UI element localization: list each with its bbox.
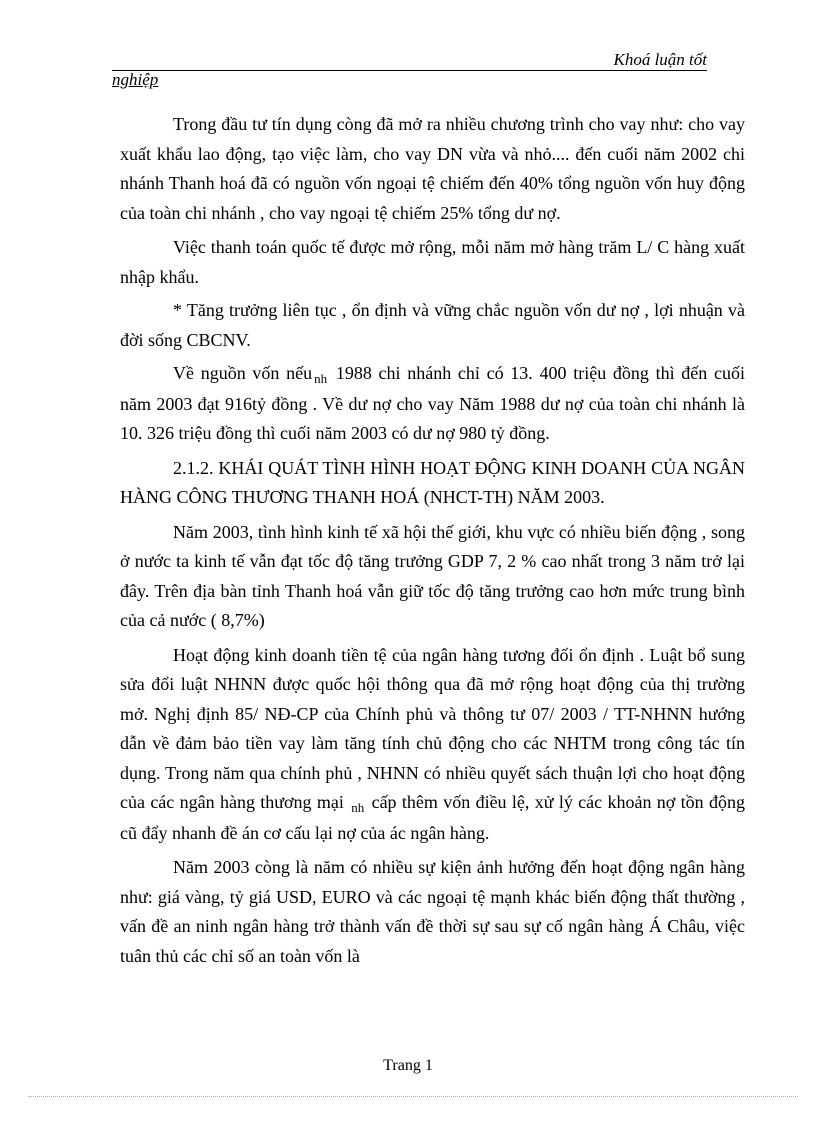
- page-number: Trang 1: [383, 1057, 433, 1074]
- paragraph-events-2003: Năm 2003 còng là năm có nhiều sự kiện ảnh hưởng đến hoạt động ngân hàng như: giá vàng, tỷ giá USD, EURO và các ngoại tệ mạnh khác biến động thất thường , vấn đề an ninh ngân hàng trở thành vấn đề thời sự sau sự cố ngân hàng Á Châu, việc tuân thủ các chỉ số an toàn vốn là: [120, 857, 745, 966]
- subscript-text: nh: [351, 800, 365, 815]
- paragraph-growth: * Tăng trưởng liên tục , ổn định và vững chắc nguồn vốn dư nợ , lợi nhuận và đời sống CBCNV.: [120, 300, 745, 350]
- header-title: Khoá luận tốt: [613, 50, 707, 69]
- section-heading: 2.1.2. KHÁI QUÁT TÌNH HÌNH HOẠT ĐỘNG KINH DOANH CỦA NGÂN HÀNG CÔNG THƯƠNG THANH HOÁ (NHCT-TH) NĂM 2003.: [120, 457, 745, 507]
- paragraph-economy-2003: Năm 2003, tình hình kinh tế xã hội thế giới, khu vực có nhiều biến động , song ở nước ta kinh tế vẫn đạt tốc độ tăng trưởng GDP 7, 2 % cao nhất trong 3 năm trở lại đây. Trên địa bàn tỉnh Thanh hoá vẫn giữ tốc độ tăng trưởng cao hơn mức trung bình của cả nước ( 8,7%): [120, 521, 745, 630]
- paragraph-text: 1988 chi nhánh chỉ có 13. 400 triệu đồng thì đến cuối năm 2003 đạt 916tỷ đồng . Về dư nợ cho vay Năm 1988 dư nợ của toàn chi nhánh là 10. 326 triệu đồng thì cuối năm 2003 có dư nợ 980 tỷ đồng.: [120, 363, 745, 443]
- header-title-continuation: nghiệp: [112, 70, 159, 89]
- paragraph-text: cấp thêm vốn điều lệ, xử lý các khoản nợ tồn động cũ đẩy nhanh đề án cơ cấu lại nợ của ác ngân hàng.: [120, 792, 745, 843]
- paragraph-text: Về nguồn vốn nếu: [173, 363, 313, 383]
- page-bottom-divider: [28, 1096, 798, 1097]
- page-header: [112, 48, 707, 71]
- paragraph-capital-source: [120, 359, 745, 449]
- paragraph-text: Hoạt động kinh doanh tiền tệ của ngân hàng tương đối ổn định . Luật bổ sung sửa đổi luật NHNN được quốc hội thông qua đã mở rộng hoạt động của thị trường mở. Nghị định 85/ NĐ-CP của Chính phủ và thông tư 07/ 2003 / TT-NHNN hướng dẫn về đảm bảo tiền vay làm tăng tính chủ động cho các NHTM trong công tác tín dụng. Trong năm qua chính phủ , NHNN có nhiều quyết sách thuận lợi cho hoạt động của các ngân hàng thương mại: [120, 644, 745, 812]
- paragraph-monetary-business: [120, 641, 745, 849]
- document-body: [120, 110, 745, 976]
- paragraph-international-payment: Việc thanh toán quốc tế được mở rộng, mỗi năm mở hàng trăm L/ C hàng xuất nhập khẩu.: [120, 237, 745, 287]
- paragraph-credit-programs: Trong đầu tư tín dụng còng đã mở ra nhiều chương trình cho vay như: cho vay xuất khẩu lao động, tạo việc làm, cho vay DN vừa và nhỏ.... đến cuối năm 2002 chi nhánh Thanh hoá đã có nguồn vốn ngoại tệ chiếm đến 40% tổng nguồn vốn huy động của toàn chi nhánh , cho vay ngoại tệ chiếm 25% tổng dư nợ.: [120, 114, 745, 223]
- subscript-text: nh: [314, 371, 328, 386]
